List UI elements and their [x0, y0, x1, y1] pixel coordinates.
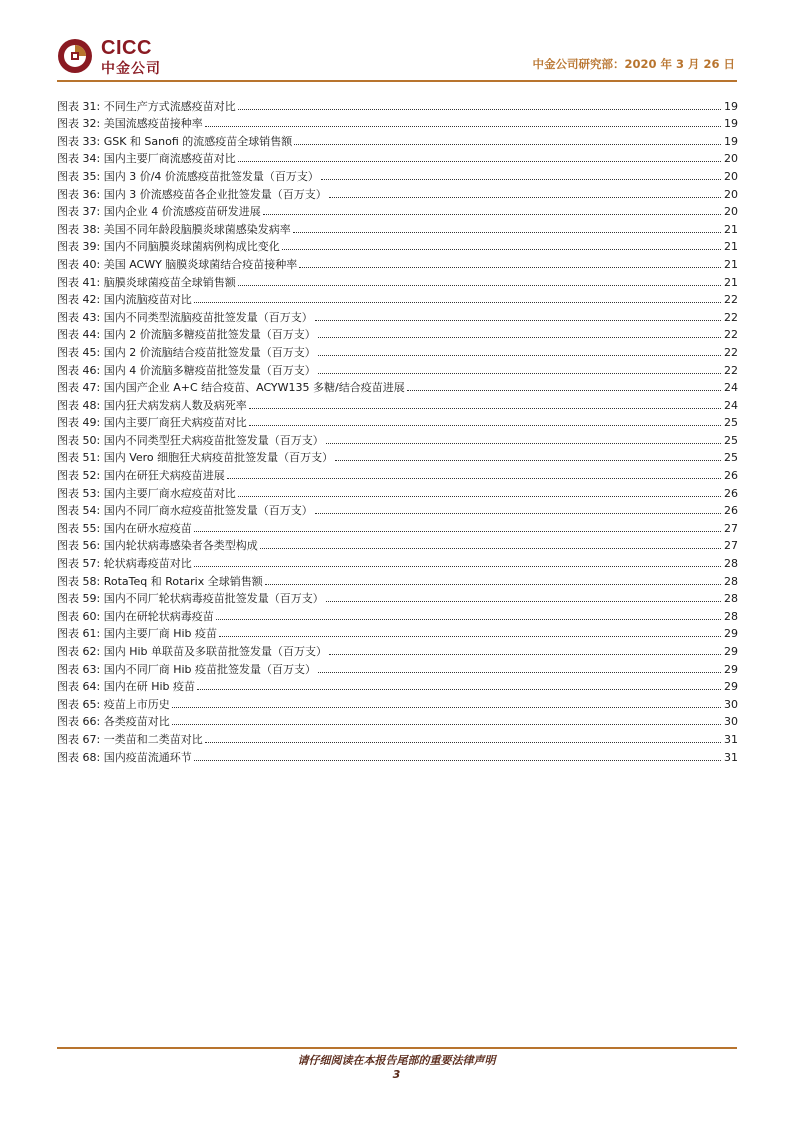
toc-entry-number: 图表 53: [57, 486, 101, 500]
toc-entry[interactable] [57, 96, 738, 114]
toc-entry-number: 图表 35: [57, 169, 101, 183]
toc-entry-number: 图表 51: [57, 451, 101, 465]
toc-entry-title: 国内主要厂商狂犬病疫苗对比 [103, 416, 247, 430]
toc-entry-number: 图表 39: [57, 240, 101, 254]
toc-entry-page: 30 [724, 715, 738, 729]
toc-entry-title: 国内 4 价流脑多糖疫苗批签发量（百万支） [103, 363, 316, 377]
toc-entry[interactable] [57, 378, 738, 396]
toc-entry-number: 图表 49: [57, 416, 101, 430]
toc-entry-number: 图表 56: [57, 539, 101, 553]
toc-entry[interactable] [57, 624, 738, 642]
toc-entry-page: 24 [724, 381, 738, 395]
toc-entry-title: 国内主要厂商流感疫苗对比 [103, 152, 236, 166]
toc-entry-page: 27 [724, 521, 738, 535]
toc-entry-title: 国内不同类型狂犬病疫苗批签发量（百万支） [103, 433, 324, 447]
toc-leader-dots [219, 636, 721, 637]
toc-entry-page: 31 [724, 732, 738, 746]
toc-entry[interactable] [57, 395, 738, 413]
toc-entry-page: 29 [724, 645, 738, 658]
toc-entry-title: 国内 3 价流感疫苗各企业批签发量（百万支） [103, 187, 327, 201]
toc-entry[interactable] [57, 659, 738, 677]
toc-leader-dots [216, 619, 721, 620]
toc-entry-page: 22 [724, 310, 738, 324]
toc-entry-title: 国内不同脑膜炎球菌病例构成比变化 [103, 240, 280, 254]
toc-entry[interactable] [57, 114, 738, 132]
toc-entry-number: 图表 67: [57, 732, 101, 746]
toc-leader-dots [335, 460, 721, 461]
toc-entry-number: 图表 40: [57, 257, 101, 271]
toc-entry-title: 国内国产企业 A+C 结合疫苗、ACYW135 多糖/结合疫苗进展 [103, 381, 405, 395]
toc-entry-page: 26 [724, 486, 738, 500]
toc-entry[interactable] [57, 641, 738, 659]
toc-entry[interactable] [57, 254, 738, 272]
logo-text-en: CICC [101, 37, 152, 59]
toc-entry-title: 国内在研水痘疫苗 [103, 521, 192, 535]
toc-entry[interactable] [57, 747, 738, 765]
header-divider [57, 80, 737, 82]
toc-entry[interactable] [57, 448, 738, 466]
toc-leader-dots [329, 197, 721, 198]
toc-entry-number: 图表 41: [57, 275, 101, 289]
toc-entry-title: 美国流感疫苗接种率 [103, 117, 203, 131]
toc-leader-dots [238, 285, 721, 286]
toc-entry-page: 25 [724, 416, 738, 430]
toc-leader-dots [249, 408, 721, 409]
toc-entry-page: 20 [724, 187, 738, 201]
toc-entry-title: 国内 Vero 细胞狂犬病疫苗批签发量（百万支） [103, 451, 334, 465]
legal-disclaimer-note: 请仔细阅读在本报告尾部的重要法律声明 [297, 1054, 496, 1067]
toc-entry-number: 图表 54: [57, 504, 101, 518]
table-of-figures [57, 96, 738, 765]
toc-leader-dots [238, 496, 721, 497]
toc-entry-number: 图表 64: [57, 680, 101, 694]
toc-entry-title: 国内轮状病毒感染者各类型构成 [103, 539, 258, 553]
toc-entry-title: 一类苗和二类苗对比 [103, 732, 203, 746]
toc-entry-title: GSK 和 Sanofi 的流感疫苗全球销售额 [103, 134, 293, 148]
toc-entry-title: 美国不同年龄段脑膜炎球菌感染发病率 [103, 222, 291, 236]
toc-leader-dots [318, 373, 721, 374]
toc-entry-number: 图表 59: [57, 592, 101, 606]
toc-entry-title: 国内在研狂犬病疫苗进展 [103, 469, 225, 483]
toc-entry[interactable] [57, 606, 738, 624]
toc-entry[interactable] [57, 166, 738, 184]
toc-entry[interactable] [57, 694, 738, 712]
toc-entry-number: 图表 60: [57, 609, 101, 623]
toc-entry-page: 31 [724, 750, 738, 764]
toc-entry-title: 国内疫苗流通环节 [103, 750, 192, 764]
toc-entry-title: 国内流脑疫苗对比 [103, 293, 192, 307]
toc-entry-number: 图表 37: [57, 205, 101, 219]
toc-entry-number: 图表 46: [57, 363, 101, 377]
toc-entry-page: 24 [724, 398, 738, 412]
toc-entry-page: 26 [724, 504, 738, 518]
toc-entry[interactable] [57, 465, 738, 483]
toc-entry[interactable] [57, 413, 738, 431]
toc-entry-title: 各类疫苗对比 [103, 715, 170, 729]
toc-entry-number: 图表 63: [57, 662, 101, 676]
toc-entry-title: 国内狂犬病发病人数及病死率 [103, 398, 247, 412]
toc-entry[interactable] [57, 342, 738, 360]
toc-entry-page: 30 [724, 697, 738, 711]
toc-entry-page: 21 [724, 222, 738, 236]
toc-entry-number: 图表 33: [57, 134, 101, 148]
toc-entry[interactable] [57, 290, 738, 308]
toc-leader-dots [294, 144, 721, 145]
toc-entry[interactable] [57, 553, 738, 571]
toc-entry[interactable] [57, 219, 738, 237]
toc-leader-dots [194, 302, 721, 303]
toc-entry-page: 25 [724, 451, 738, 465]
toc-entry-page: 21 [724, 257, 738, 271]
toc-entry-number: 图表 32: [57, 117, 101, 131]
toc-entry-title: 国内主要厂商水痘疫苗对比 [103, 486, 236, 500]
logo-text-cn: 中金公司 [101, 61, 161, 77]
toc-entry-number: 图表 36: [57, 187, 101, 201]
toc-leader-dots [238, 161, 721, 162]
toc-leader-dots [407, 390, 721, 391]
toc-entry[interactable] [57, 571, 738, 589]
toc-entry-title: 国内不同类型流脑疫苗批签发量（百万支） [103, 310, 313, 324]
toc-entry-title: 国内不同厂商水痘疫苗批签发量（百万支） [103, 504, 313, 518]
toc-entry[interactable] [57, 272, 738, 290]
toc-entry-page: 21 [724, 275, 738, 289]
toc-entry-number: 图表 66: [57, 715, 101, 729]
toc-entry-number: 图表 50: [57, 433, 101, 447]
toc-entry-number: 图表 38: [57, 222, 101, 236]
toc-leader-dots [282, 249, 721, 250]
toc-entry-page: 28 [724, 609, 738, 623]
toc-entry-number: 图表 43: [57, 310, 101, 324]
toc-entry-page: 29 [724, 680, 738, 694]
toc-leader-dots [263, 214, 721, 215]
toc-entry-number: 图表 48: [57, 398, 101, 412]
toc-entry-page: 21 [724, 240, 738, 254]
toc-entry-number: 图表 58: [57, 574, 101, 588]
toc-entry[interactable] [57, 536, 738, 554]
toc-entry[interactable] [57, 501, 738, 519]
toc-entry-title: 轮状病毒疫苗对比 [103, 557, 192, 571]
toc-entry-title: 国内 2 价流脑多糖疫苗批签发量（百万支） [103, 328, 316, 342]
toc-entry-title: 国内在研 Hib 疫苗 [103, 680, 196, 694]
toc-leader-dots [326, 443, 721, 444]
toc-entry-number: 图表 61: [57, 627, 101, 641]
toc-entry-page: 22 [724, 345, 738, 359]
toc-entry-title: 不同生产方式流感疫苗对比 [103, 99, 236, 113]
toc-entry[interactable] [57, 483, 738, 501]
toc-entry-title: 国内不同厂商 Hib 疫苗批签发量（百万支） [103, 662, 317, 676]
toc-entry-number: 图表 45: [57, 345, 101, 359]
toc-entry-page: 28 [724, 592, 738, 606]
toc-entry-page: 20 [724, 169, 738, 183]
toc-leader-dots [265, 584, 721, 585]
toc-leader-dots [238, 109, 721, 110]
toc-entry-page: 19 [724, 99, 738, 113]
toc-entry-page: 28 [724, 574, 738, 588]
toc-leader-dots [299, 267, 721, 268]
toc-entry-page: 29 [724, 627, 738, 641]
toc-entry-page: 20 [724, 152, 738, 166]
toc-entry-page: 20 [724, 205, 738, 219]
toc-entry-number: 图表 65: [57, 697, 101, 711]
toc-entry[interactable] [57, 184, 738, 202]
toc-entry-page: 28 [724, 557, 738, 571]
toc-leader-dots [318, 337, 721, 338]
toc-leader-dots [260, 548, 721, 549]
toc-entry[interactable] [57, 677, 738, 695]
toc-leader-dots [293, 232, 721, 233]
toc-entry-number: 图表 44: [57, 328, 101, 342]
toc-entry-page: 29 [724, 662, 738, 676]
toc-entry-title: 国内企业 4 价流感疫苗研发进展 [103, 205, 261, 219]
toc-entry-title: 国内 Hib 单联苗及多联苗批签发量（百万支） [103, 645, 328, 658]
page-header [57, 34, 737, 80]
toc-entry-page: 22 [724, 293, 738, 307]
toc-entry-number: 图表 31: [57, 99, 101, 113]
toc-entry-title: 疫苗上市历史 [103, 697, 170, 711]
toc-leader-dots [197, 689, 721, 690]
toc-entry-number: 图表 47: [57, 381, 101, 395]
toc-entry-title: 国内不同厂轮状病毒疫苗批签发量（百万支） [103, 592, 324, 606]
toc-entry-number: 图表 62: [57, 645, 101, 658]
toc-leader-dots [194, 531, 721, 532]
toc-leader-dots [315, 513, 721, 514]
toc-entry-title: RotaTeq 和 Rotarix 全球销售额 [103, 574, 263, 588]
toc-entry-title: 国内在研轮状病毒疫苗 [103, 609, 214, 623]
toc-entry-number: 图表 55: [57, 521, 101, 535]
toc-entry[interactable] [57, 131, 738, 149]
toc-leader-dots [227, 478, 721, 479]
page-number: 3 [392, 1068, 401, 1081]
toc-entry[interactable] [57, 712, 738, 730]
toc-entry-page: 27 [724, 539, 738, 553]
toc-entry-number: 图表 34: [57, 152, 101, 166]
toc-entry-title: 脑膜炎球菌疫苗全球销售额 [103, 275, 236, 289]
toc-entry[interactable] [57, 518, 738, 536]
toc-entry-page: 19 [724, 134, 738, 148]
cicc-logo [57, 36, 207, 78]
cicc-logo-icon [57, 38, 93, 74]
toc-entry-page: 26 [724, 469, 738, 483]
toc-entry[interactable] [57, 729, 738, 747]
toc-entry-number: 图表 68: [57, 750, 101, 764]
toc-leader-dots [172, 724, 721, 725]
toc-leader-dots [194, 760, 721, 761]
toc-entry-title: 国内 2 价流脑结合疫苗批签发量（百万支） [103, 345, 316, 359]
toc-leader-dots [205, 742, 721, 743]
toc-entry[interactable] [57, 430, 738, 448]
toc-entry[interactable] [57, 360, 738, 378]
toc-leader-dots [172, 707, 721, 708]
toc-leader-dots [321, 179, 721, 180]
toc-entry[interactable] [57, 325, 738, 343]
toc-entry-title: 国内 3 价/4 价流感疫苗批签发量（百万支） [103, 169, 319, 183]
toc-entry-page: 19 [724, 117, 738, 131]
footer-divider [57, 1047, 737, 1049]
report-info: 中金公司研究部：2020 年 3 月 26 日 [532, 57, 735, 71]
toc-entry-title: 国内主要厂商 Hib 疫苗 [103, 627, 218, 641]
toc-entry[interactable] [57, 149, 738, 167]
toc-entry[interactable] [57, 589, 738, 607]
toc-leader-dots [318, 672, 721, 673]
toc-entry-number: 图表 42: [57, 293, 101, 307]
toc-entry-number: 图表 52: [57, 469, 101, 483]
toc-entry[interactable] [57, 237, 738, 255]
toc-entry-page: 22 [724, 328, 738, 342]
toc-entry[interactable] [57, 307, 738, 325]
toc-leader-dots [194, 566, 721, 567]
toc-entry-page: 22 [724, 363, 738, 377]
toc-entry-title: 美国 ACWY 脑膜炎球菌结合疫苗接种率 [103, 257, 298, 271]
toc-entry[interactable] [57, 202, 738, 220]
toc-leader-dots [318, 355, 721, 356]
toc-entry-page: 25 [724, 433, 738, 447]
toc-leader-dots [315, 320, 721, 321]
toc-entry-number: 图表 57: [57, 557, 101, 571]
toc-leader-dots [329, 654, 721, 655]
toc-leader-dots [205, 126, 721, 127]
toc-leader-dots [249, 425, 721, 426]
toc-leader-dots [326, 601, 721, 602]
